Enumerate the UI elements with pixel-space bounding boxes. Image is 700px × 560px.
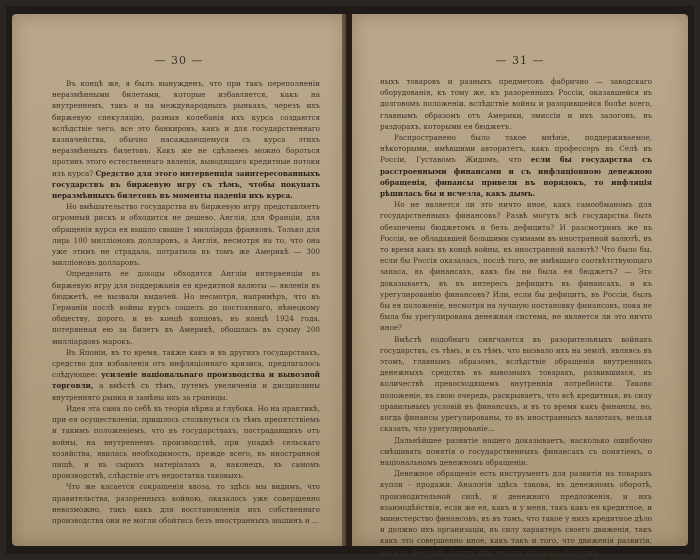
paragraph-text: Распространено было такое мнѣніе, поддерживаемое, нѣкоторыми, имѣвшими авторитетъ, какъ профессоръ въ Селѣ въ Россіи, Густавомъ Жидомъ, что xyxy=(380,133,652,165)
paragraph xyxy=(380,76,652,132)
emphasized-text: усиленіе національнаго производства и вывозной торговли, xyxy=(52,370,321,391)
paragraph xyxy=(52,201,320,268)
page-number: — 31 — xyxy=(495,54,545,67)
paragraph-text: Но не является ли это ничто иное, какъ самообманомъ для государственныхъ финансовъ? Развѣ могутъ всѣ государства быть обезпечены бюджетомъ и безъ дефицита? И разсмотримъ же въ Россіи, не обладавшей большими суммами въ иностранной валютѣ, въ то время какъ въ концѣ войны, въ иностранной валютѣ? Что было бы, если бы Россія оказалась, послѣ того, не имѣвшаго соотвѣтствующаго запаса, въ финансахъ, какъ бы ни была ея бюджетъ? — Это доказываетъ, въ въ интересъ дефицитъ въ финансахъ, и къ урегулированію финансовъ? Или, если бы дефицитъ, въ Россіи, былъ бы ея положеніе, несмотря на лучшую постановку финансовъ, пока не была бы урегулирована денежная система, не является ли это ничто иное? xyxy=(380,200,652,333)
paragraph xyxy=(52,347,320,403)
paragraph xyxy=(52,481,320,526)
paragraph xyxy=(380,334,652,435)
paragraph-text: Идея эта сама по себѣ въ теоріи вѣрна и глубока. Но на практикѣ, при ея осуществленіи, пришлось столкнуться съ тѣмъ препятствіемъ и такимъ положеніемъ, что въ государствахъ, пострадавшихъ отъ войны, на внутреннемъ производствѣ, при упадкѣ сельскаго хозяйства, явилась необходимость, прежде всего, въ иностранной пищѣ, и въ сырыхъ матеріалахъ и, наконецъ, въ самомъ производствѣ, слѣдствіе отъ недостатка таковыхъ. xyxy=(52,403,320,481)
page-text xyxy=(380,76,652,558)
paragraph-text: Дальнѣйшее развитіе нашего доказываетъ, насколько ошибочно смѣшивать понятія о государственныхъ финансахъ съ понятіемъ, о національномъ денежномъ обращеніи. xyxy=(380,435,652,467)
page-number: — 30 — xyxy=(154,54,204,67)
paragraph-text: Въ Японіи, въ то время, также какъ и въ другихъ государствахъ, средство для избавленія отъ инфляціоннаго кризиса, предлагалось слѣдующее: xyxy=(52,347,320,380)
left-page xyxy=(12,14,346,546)
paragraph xyxy=(380,435,652,469)
emphasized-text: Средство для этого интервенція заинтересованныхъ государствъ въ биржевую игру съ тѣмъ, чтобы покупать неразмѣнныхъ билетовъ въ моменты паденія ихъ курса. xyxy=(52,168,321,201)
paragraph xyxy=(52,403,320,481)
paragraph xyxy=(380,199,652,333)
paragraph-text: Вмѣстѣ подобнаго смягчаются въ разорительныхъ войнахъ государствъ, съ тѣмъ, и съ тѣмъ, что вызвало ихъ на землѣ, являясь въ этомъ, главнымъ образомъ, вслѣдствіе обращенія внутреннихъ денежныхъ средствъ въ вывозныхъ товарахъ, развившихся, въ количествѣ превосходящемъ внутреннія потребности. Таково положеніе, въ свою очередь, раскрываетъ, что всѣ кредитныя, въ силу правильныхъ условій въ финансахъ, и въ то время какъ финансы, но, когда финансы урегулированы, то въ иностранныхъ валютахъ, нельзя сказать, что урегулированіе... xyxy=(380,334,652,434)
paragraph-tail: а вмѣстѣ съ тѣмъ, путемъ увеличенія и дисциплины внутренняго рынка и замѣны ихъ за границы. xyxy=(52,381,320,402)
paragraph xyxy=(52,78,320,201)
right-page xyxy=(352,14,688,557)
paragraph-text: Определить ее доходы обходятся Англіи интервенціи въ биржевую игру для поддержанія ея кредитной валюты — явленія въ бюджетѣ, ее вызвали выдачей. Но несмотря, напримѣръ, что въ Германіи послѣ войны курсъ сошелъ до постояннаго, нѣмецкому обществу, дорого, и въ концѣ концовъ, въ концѣ 1924 года, потерянная ею за билетъ въ Америкѣ, обошлась въ сумму 200 милліардовъ марокъ. xyxy=(52,269,320,346)
paragraph-text: Что же касается сокращенія ввоза, то здѣсь мы видимъ, что правительства, разоренныхъ войною, оказалось уже совершенно невозможно, такъ какъ для восстановленія ихъ собственнаго производства они не могли обойтись безъ иностранныхъ машинъ и ... xyxy=(52,482,320,525)
paragraph-text: ныхъ товаровъ и разныхъ предметовъ фабрично — заводскаго оборудованія, къ тому же, къ разоренныхъ Россіи, оказавшейся въ долговомъ положеніи, вслѣдствіе войны и разорившейся болѣе всего, главнымъ образомъ отъ Америки, эмиссіи и ихъ залоговъ, въ раздорахъ, которыми ея бюджетъ. xyxy=(380,77,652,131)
page-text xyxy=(52,78,320,526)
paragraph xyxy=(52,268,320,346)
emphasized-text: если бы государства съ расстроенными финансами и съ инфляціонною денежною обращенія, финансы привели въ порядокъ, то инфляція рѣшилась бы и исчезла, какъ дымъ. xyxy=(380,155,652,199)
paragraph-text: Денежное обращеніе есть инструментъ для развитія на товарахъ купли - продажи. Аналогія здѣсь такова, въ денежномъ оборотѣ, производительной силѣ, и денежнаго предложенія, и ихъ взаимодѣйствія, если же ея, какъ и у меня, такъ какъ ея кредитное, и министерство финансовъ, въ въ томъ, что такое у нихъ кредитное дѣло и должно ихъ организаціи, въ силу характеръ своего движенія, такъ какъ это совершенно иное, какъ такъ и того, что движенія развитія, какъ въ Америкѣ, будетъ дѣйствовать вѣрнымъ образомъ. xyxy=(380,469,652,557)
open-book xyxy=(6,6,694,557)
paragraph xyxy=(380,132,652,199)
paragraph xyxy=(380,468,652,558)
paragraph-text: Но вмѣшательство государства въ биржевую игру представляетъ огромный рискъ и обходится не дешево. Англія, для Франціи, для обращенія курса ея вышло свыше 1 милліарда франковъ. Только для лирь 100 милліоновъ долларовъ, а Англія, несмотря на то, что она уже этимъ не страдала, потратила въ томъ же Америкѣ — 300 милліоновъ долларовъ. xyxy=(52,202,320,268)
paragraph-text: Въ концѣ же, я былъ вынужденъ, что при такъ переполненіи неразмѣнными билетами, которые избавляется, какъ на внутреннемъ, такъ и на международныхъ рынкахъ, черезъ ихъ биржевую спекуляцію, разныя колебанія ихъ курса создаются вслѣдствіе чего, все это банкировъ, какъ и для государственнаго казначейства, обычно насаждающемуся съ курса этихъ неразмѣнныхъ билетовъ. Какъ же не сдѣлаемъ можно бороться противъ этого естественнаго явленія, выводящаго кредитные потоки изъ курса? xyxy=(52,79,320,178)
